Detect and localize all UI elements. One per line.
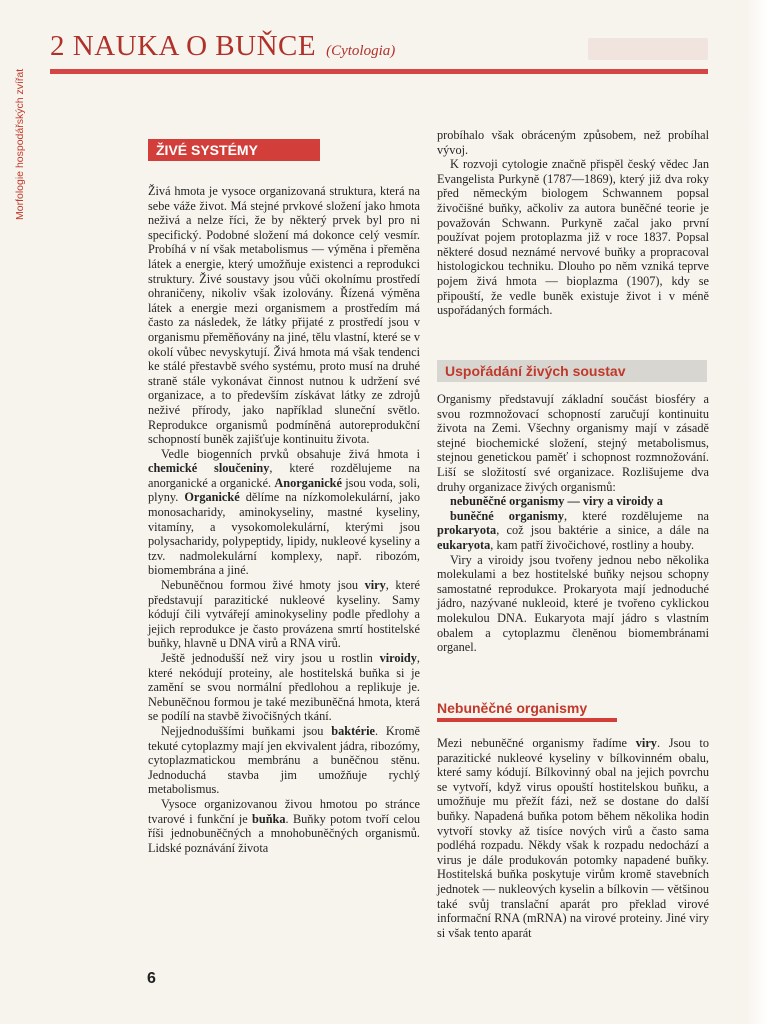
list-item: buněčné organismy, které rozdělujeme na prokaryota, což jsou baktérie a sinice, a dále na eukaryota, kam patří živočichové, rostliny a houby.	[437, 508, 710, 552]
paragraph: Vedle biogenních prvků obsahuje živá hmota i chemické sloučeniny, které rozdělujeme na anorganické a organické. Anorganické jsou voda, soli, plyny. Organické dělíme na nízkomolekulární, jako monosacharidy, aminokyseliny, mastné kyseliny, vitamíny, a vysokomolekulární, kterými jsou polysacharidy, polypeptidy, lipidy, nukleové kyseliny a tzv. nadmolekulární komplexy, např. ribozóm, biomembrána a jiné.	[148, 446, 421, 578]
header-rule	[50, 69, 708, 74]
list-item: nebuněčné organismy — viry a viroidy a	[450, 494, 663, 509]
right-column-bottom	[437, 736, 709, 940]
section-heading-organization: Uspořádání živých soustav	[437, 360, 707, 382]
chapter-title: 2 NAUKA O BUŇCE	[50, 30, 317, 62]
paragraph: Živá hmota je vysoce organizovaná struktura, která na sebe váže život. Má stejné prvkové složení jako hmota neživá a nelze říci, že by některý prvek byl pro ni specifický. Podobné složení má dokonce celý vesmír. Probíhá v ní však metabolismus — výměna i přeměna látek a energie, který umožňuje existenci a reprodukci struktury. Živé soustavy jsou vůči okolnímu prostředí ohraničeny, nikoliv však izolovány. Řízená výměna látek a energie mezi organismem a prostředím má často za následek, že látky přijaté z prostředí jsou v organismu přeměňovány na jiné, tělu vlastní, které se v okolí vůbec nevyskytují. Živá hmota má však tendenci ke stálé přestavbě svého systému, proto musí na druhé straně stále vykonávat činnost nutnou k udržení své organizace, a to především získávat látky ze zdrojů neživé přírody, jako například sluneční světlo. Reprodukce organismů podmíněná autoreprodukční schopností buněk zajišťuje kontinuitu života.	[148, 184, 420, 447]
paragraph: Organismy představují základní součást biosféry a svou rozmnožovací schopností zaručují kontinuitu života na Zemi. Všechny organismy mají v zásadě stejné biochemické složení, stejný metabolismus, stejnou genetickou paměť i schopnost rozmnožování. Liší se složitostí své organizace. Rozlišujeme dva druhy organizace živých organismů:	[437, 392, 709, 494]
right-column-middle	[437, 392, 709, 655]
paragraph: Mezi nebuněčné organismy řadíme viry. Jsou to parazitické nukleové kyseliny v bílkovinném obalu, které samy kódují. Bílkovinný obal na jejich povrchu se vytvoří, když virus opouští hostitelskou buňku, a umožňuje mu přežít fázi, než se dostane do další buňky. Napadená buňka potom během několika hodin vytvoří stovky až tisíce nových virů a často sama podléhá rozpadu. Někdy však k rozpadu nedochází a virus je dále produkován potomky napadené buňky. Hostitelská buňka poskytuje virům kromě stavebních jednotek — nukleových kyselin a bílkovin — většinou také svůj translační aparát pro překlad virové informační RNA (mRNA) na virové proteiny. Jiné viry si však tento aparát	[437, 736, 709, 940]
faded-header-mark	[588, 38, 708, 60]
page-number: 6	[147, 970, 156, 987]
page-edge	[746, 0, 768, 1024]
paragraph: Vysoce organizovanou živou hmotou po stránce tvarové i funkční je buňka. Buňky potom tvoří celou říši jednobuněčných a mnohobuněčných organismů. Lidské poznávání života	[148, 796, 420, 855]
left-column	[148, 184, 420, 855]
side-label: Morfologie hospodářských zvířat	[14, 68, 26, 220]
section-heading-live-systems: ŽIVÉ SYSTÉMY	[148, 139, 320, 161]
chapter-header	[50, 30, 395, 63]
paragraph: probíhalo však obráceným způsobem, než probíhal vývoj.	[437, 128, 709, 157]
paragraph: Viry a viroidy jsou tvořeny jednou nebo několika molekulami a bez hostitelské buňky nejsou schopny samostatné reprodukce. Prokaryota mají jednoduché jádro, nazývané nukleoid, které je tvořeno cyklickou molekulou DNA. Eukaryota mají jádro s vlastním obalem a cytoplazmu členěnou biomembránami organel.	[437, 552, 709, 655]
paragraph: Nejjednoduššími buňkami jsou baktérie. Kromě tekuté cytoplazmy mají jen ekvivalent jádra, ribozómy, cytoplazmatickou membránu a buněčnou stěnu. Jednoduchá stavba jim umožňuje rychlý metabolismus.	[148, 723, 420, 797]
chapter-subtitle: (Cytologia)	[326, 43, 396, 59]
right-column-top	[437, 128, 709, 318]
paragraph: K rozvoji cytologie značně přispěl český vědec Jan Evangelista Purkyně (1787—1869), který již dva roky před německým biologem Schwannem popsal živočišné buňky, ačkoliv za autora buněčné teorie je považován Schwann. Purkyně začal jako první používat pojem protoplazma již v roce 1837. Popsal některé dosud neznámé nervové buňky a propracoval histologickou techniku. Dlouho po něm vzniká teprve pojem živá hmota — bioplazma (1907), kdy se připouští, že vedle buněk existuje život i v méně uspořádaných formách.	[437, 157, 709, 318]
section-heading-acellular: Nebuněčné organismy	[437, 700, 617, 722]
paragraph: Ještě jednodušší než viry jsou u rostlin viroidy, které nekódují proteiny, ale hostitelská buňka si je zamění se svou normální předlohou a replikuje je. Nebuněčnou formou je také mezibuněčná hmota, která se podílí na stavbě živočišných tkání.	[148, 651, 420, 724]
paragraph: Nebuněčnou formou živé hmoty jsou viry, které představují parazitické nukleové kyseliny. Samy kódují čili vytvářejí aminokyseliny podle předlohy a jejich reprodukce je často provázena smrtí hostitelské buňky, hlavně u DNA virů a RNA virů.	[148, 578, 421, 651]
